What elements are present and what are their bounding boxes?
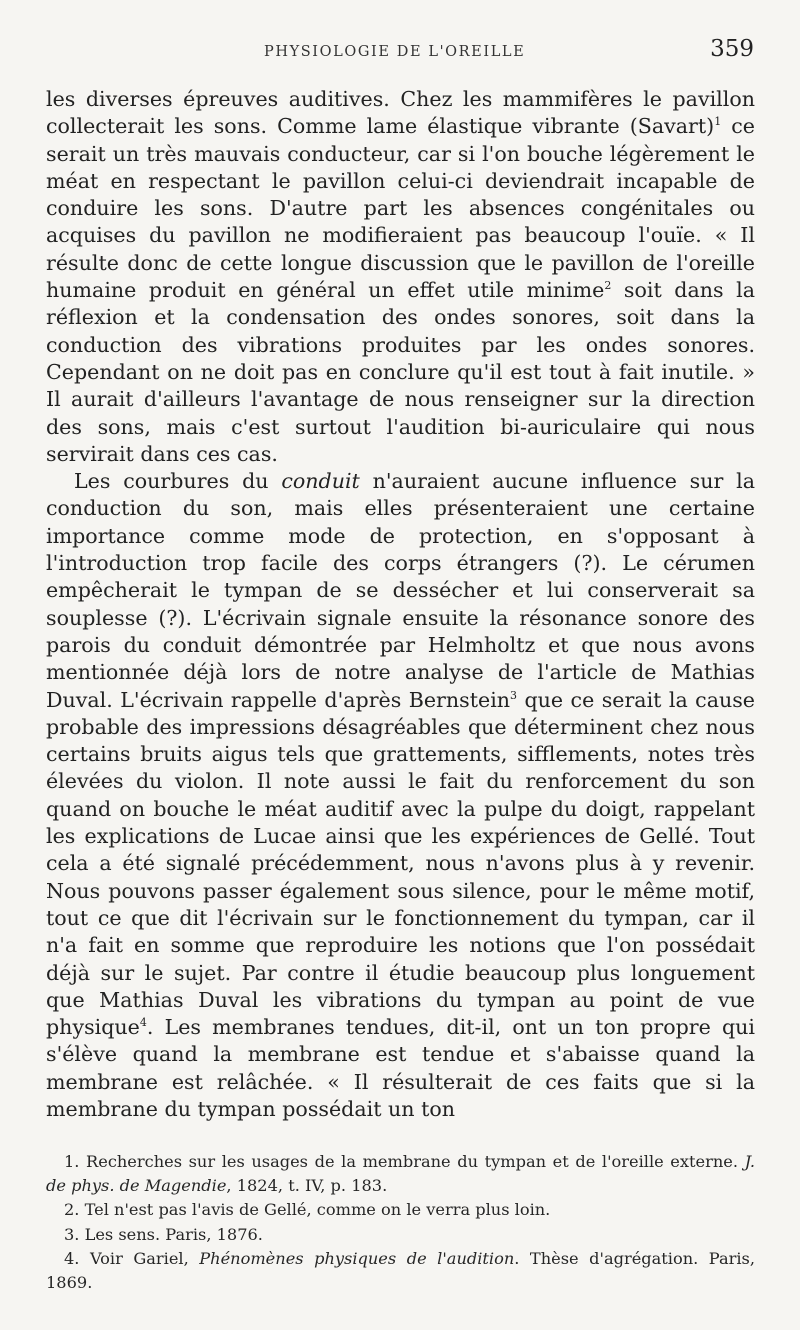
page-number: 359 (710, 36, 754, 62)
body-text (46, 86, 755, 1123)
paragraph-1-text-c: soit dans la réflexion et la condensation des ondes sonores, soit dans la conduction des vibrations produites par les ondes sonores. Cependant on ne doit pas en conclure qu'il est tout à fait inutile. » Il aurait d'ailleurs l'avantage de nous renseigner sur la direction des sons, mais c'est surtout l'audition bi-auriculaire qui nous servirait dans ces cas. (46, 278, 756, 466)
footnote-ref-1: 1 (714, 115, 722, 129)
paragraph-2-text-d: . Les membranes tendues, dit-il, ont un ton propre qui s'élève quand la membrane est tendue et s'abaisse quand la membrane est relâchée. « Il résulterait de ces faits que si la membrane du tympan possédait un ton (46, 1015, 755, 1121)
footnote-1-text-a: 1. Recherches sur les usages de la membrane du tympan et de l'oreille externe. (64, 1152, 745, 1171)
footnote-4-text-a: 4. Voir Gariel, (64, 1248, 200, 1268)
footnote-ref-4: 4 (139, 1016, 147, 1030)
footnote-1 (46, 1150, 755, 1198)
footnote-ref-2: 2 (604, 279, 612, 293)
footnote-2: 2. Tel n'est pas l'avis de Gellé, comme on le verra plus loin. (64, 1200, 551, 1220)
paragraph-2-emphasis: conduit (281, 469, 360, 494)
page-header (46, 36, 758, 70)
footnote-4-title: Phénomènes physiques de l'audition (199, 1248, 515, 1268)
footnote-4 (46, 1247, 755, 1295)
running-title: PHYSIOLOGIE DE L'OREILLE (264, 44, 526, 60)
paragraph-2-text-c: que ce serait la cause probable des impressions désagréables que déterminent chez nous certains bruits aigus tels que grattements, sifflements, notes très élevées du violon. Il note aussi le fait du renforcement du son quand on bouche le méat auditif avec la pulpe du doigt, rappelant les explications de Lucae ainsi que les expériences de Gellé. Tout cela a été signalé précédemment, nous n'avons plus à y revenir. Nous pouvons passer également sous silence, pour le même motif, tout ce que dit l'écrivain sur le fonctionnement du tympan, car il n'a fait en somme que reproduire les notions que l'on possédait déjà sur le sujet. Par contre il étudie beaucoup plus longuement que Mathias Duval les vibrations du tympan au point de vue physique (46, 687, 755, 1040)
paragraph-2 (46, 468, 755, 1123)
footnote-1-journal: J. de phys. de Magendie (46, 1152, 755, 1196)
footnote-4-text-b: . Thèse d'agrégation. Paris, 1869. (46, 1248, 755, 1293)
paragraph-1 (46, 86, 755, 468)
footnote-1-text-b: , 1824, t. IV, p. 183. (226, 1176, 388, 1196)
paragraph-2-text-b: n'auraient aucune influence sur la conduction du son, mais elles présenteraient une certaine importance comme mode de protection, en s'opposant à l'introduction trop facile des corps étrangers (?). Le cérumen empêcherait le tympan de se dessécher et lui conserverait sa souplesse (?). L'écrivain signale ensuite la résonance sonore des parois du conduit démontrée par Helmholtz et que nous avons mentionnée déjà lors de notre analyse de l'article de Mathias Duval. L'écrivain rappelle d'après Bernstein (46, 469, 755, 712)
paragraph-1-text-a: les diverses épreuves auditives. Chez les mammifères le pavillon collecterait les sons. Comme lame élastique vibrante (Savart) (46, 87, 755, 139)
paragraph-2-text-a: Les courbures du (74, 469, 282, 494)
footnotes (46, 1150, 755, 1295)
footnote-ref-3: 3 (510, 688, 518, 702)
paragraph-1-text-b: ce serait un très mauvais conducteur, car si l'on bouche légèrement le méat en respectant le pavillon celui-ci deviendrait incapable de conduire les sons. D'autre part les absences congénitales ou acquises du pavillon ne modifieraient pas beaucoup l'ouïe. « Il résulte donc de cette longue discussion que le pavillon de l'oreille humaine produit en général un effet utile minime (46, 114, 755, 303)
footnote-3: 3. Les sens. Paris, 1876. (64, 1224, 263, 1244)
